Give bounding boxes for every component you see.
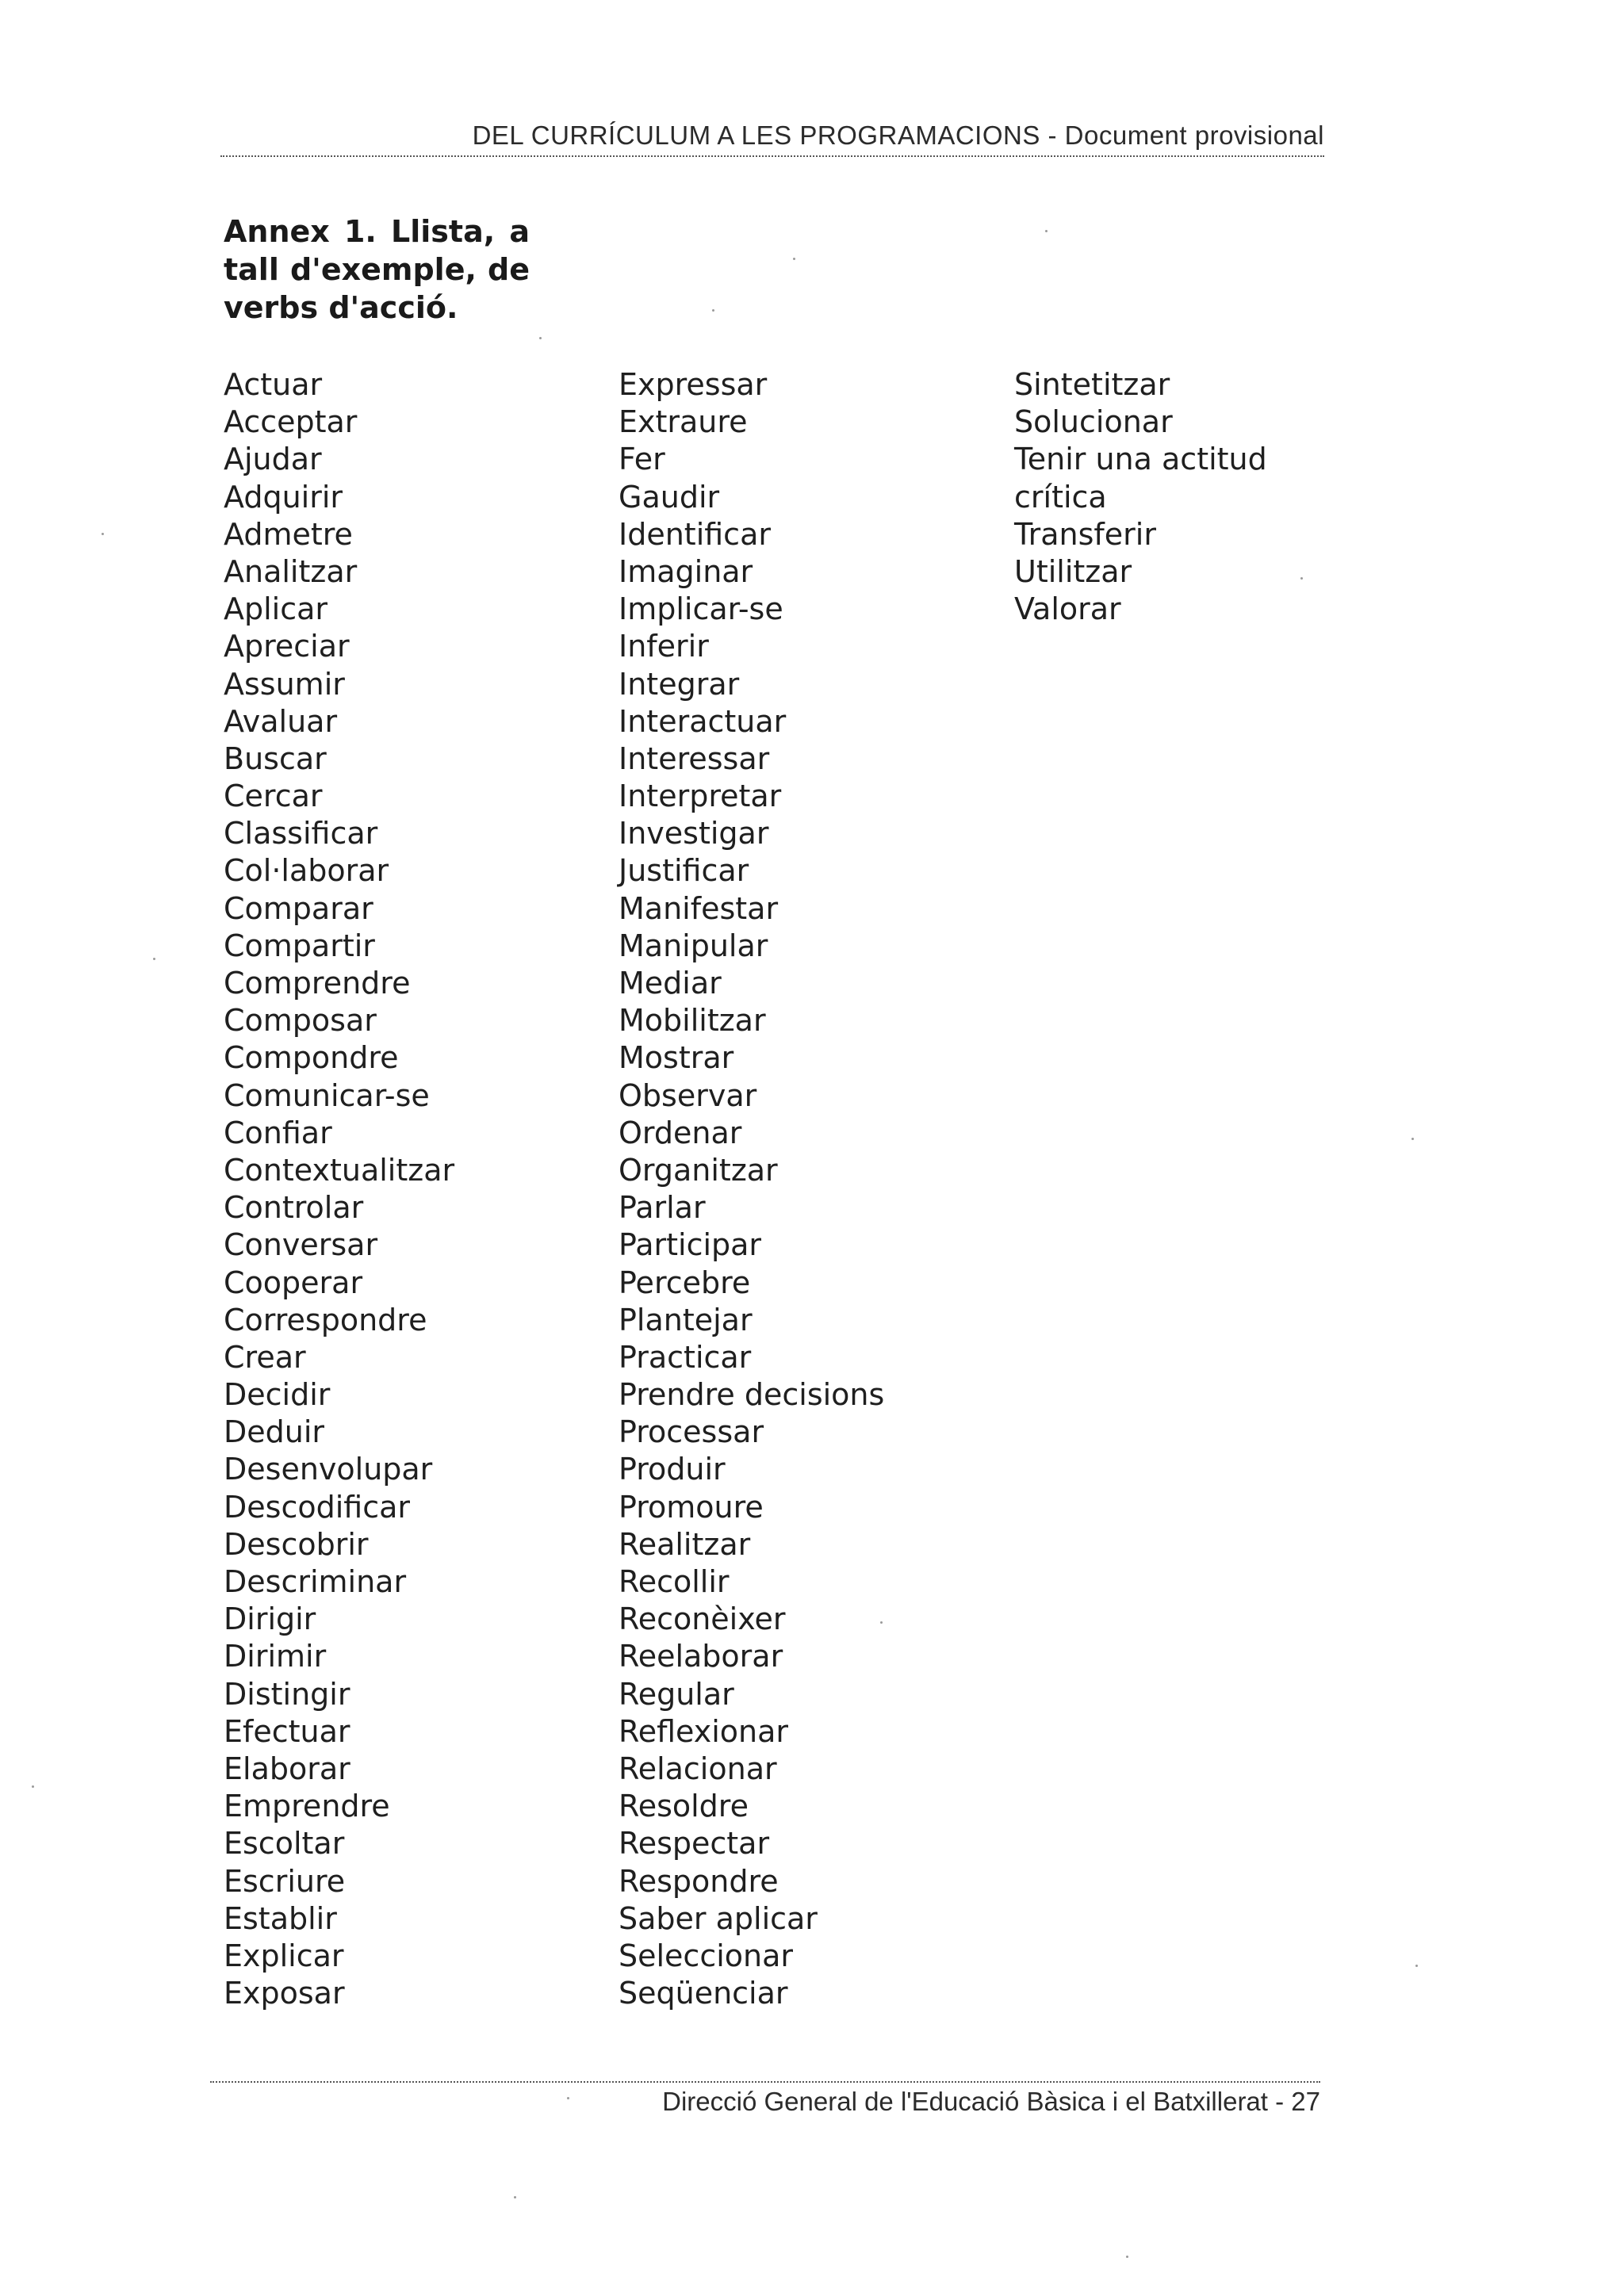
verb-item: Percebre xyxy=(619,1265,751,1300)
verb-item: Promoure xyxy=(619,1489,764,1525)
scan-speck xyxy=(1300,577,1303,580)
annex-title-line-3: verbs d'acció. xyxy=(224,290,458,325)
verb-item: Manipular xyxy=(619,928,768,963)
verb-item: Investigar xyxy=(619,816,769,851)
scan-speck xyxy=(1411,1138,1414,1140)
verb-item: Observar xyxy=(619,1077,757,1113)
verb-item: Cooperar xyxy=(224,1265,363,1300)
scan-speck xyxy=(793,258,795,260)
verb-item: Seqüenciar xyxy=(619,1976,788,2011)
verb-item: Regular xyxy=(619,1676,734,1712)
verb-item: Participar xyxy=(619,1227,762,1263)
verb-item: Reflexionar xyxy=(619,1713,789,1749)
verb-item: Desenvolupar xyxy=(224,1452,433,1487)
verb-item: Compondre xyxy=(224,1040,399,1076)
verb-item: Plantejar xyxy=(619,1302,753,1337)
verb-item: Actuar xyxy=(224,367,323,402)
verb-item: Inferir xyxy=(619,629,709,664)
verb-item: Expressar xyxy=(619,367,768,402)
verb-item: Identificar xyxy=(619,516,771,552)
verb-item: Compartir xyxy=(224,928,375,963)
verb-item: Distingir xyxy=(224,1676,350,1712)
verb-item: Gaudir xyxy=(619,479,720,515)
verb-item: Transferir xyxy=(1014,516,1156,552)
verb-item: Admetre xyxy=(224,516,353,552)
annex-title-line-1: Annex 1. Llista, a xyxy=(224,214,530,249)
scan-speck xyxy=(539,337,542,339)
verb-item: Cercar xyxy=(224,779,323,814)
verb-column-1 xyxy=(224,366,454,2012)
verb-item: Fer xyxy=(619,442,665,477)
verb-item: Descobrir xyxy=(224,1526,369,1562)
scan-speck xyxy=(514,2196,516,2198)
verb-item: Analitzar xyxy=(224,553,358,589)
scan-speck xyxy=(153,958,155,960)
verb-item: Integrar xyxy=(619,666,740,702)
verb-item: Practicar xyxy=(619,1339,752,1375)
verb-item: Parlar xyxy=(619,1190,706,1226)
verb-item: Conversar xyxy=(224,1227,378,1263)
verb-item: Interessar xyxy=(619,740,770,776)
verb-item: Processar xyxy=(619,1414,764,1450)
verb-item: Descodificar xyxy=(224,1489,410,1525)
verb-item: Efectuar xyxy=(224,1713,350,1749)
verb-item: Adquirir xyxy=(224,479,343,515)
verb-item: Seleccionar xyxy=(619,1938,794,1973)
verb-item: Aplicar xyxy=(224,591,328,627)
verb-item: Tenir una actitud xyxy=(1014,442,1267,477)
scan-speck xyxy=(1126,2256,1128,2258)
verb-item: Interactuar xyxy=(619,703,787,739)
verb-item: Produir xyxy=(619,1452,726,1487)
verb-item: Imaginar xyxy=(619,553,753,589)
verb-item: Assumir xyxy=(224,666,345,702)
verb-item: Acceptar xyxy=(224,404,358,440)
verb-item: Ajudar xyxy=(224,442,322,477)
verb-item: Explicar xyxy=(224,1938,344,1973)
verb-item: Descriminar xyxy=(224,1564,407,1599)
verb-item: Composar xyxy=(224,1003,377,1039)
verb-item: Apreciar xyxy=(224,629,350,664)
verb-item: Reelaborar xyxy=(619,1639,783,1674)
verb-item: Emprendre xyxy=(224,1789,390,1824)
scan-speck xyxy=(712,309,714,312)
verb-item: Relacionar xyxy=(619,1751,777,1786)
verb-item: Comprendre xyxy=(224,966,411,1001)
scan-speck xyxy=(1415,1965,1418,1967)
verb-item: crítica xyxy=(1014,479,1107,515)
verb-item: Mostrar xyxy=(619,1040,734,1076)
verb-item: Comparar xyxy=(224,890,373,926)
verb-item: Recollir xyxy=(619,1564,730,1599)
verb-item: Contextualitzar xyxy=(224,1152,455,1188)
scan-speck xyxy=(567,2097,569,2099)
scan-speck xyxy=(32,1785,34,1788)
verb-item: Valorar xyxy=(1014,591,1121,627)
verb-item: Confiar xyxy=(224,1115,332,1150)
verb-item: Organitzar xyxy=(619,1152,778,1188)
verb-item: Manifestar xyxy=(619,890,779,926)
running-footer: Direcció General de l'Educació Bàsica i el Batxillerat - 27 xyxy=(662,2087,1320,2116)
verb-item: Deduir xyxy=(224,1414,325,1450)
verb-item: Mobilitzar xyxy=(619,1003,766,1039)
verb-item: Realitzar xyxy=(619,1526,751,1562)
verb-item: Comunicar-se xyxy=(224,1077,430,1113)
verb-item: Exposar xyxy=(224,1976,345,2011)
verb-item: Implicar-se xyxy=(619,591,783,627)
verb-item: Escoltar xyxy=(224,1826,345,1862)
verb-item: Establir xyxy=(224,1900,337,1936)
footer-rule xyxy=(210,2081,1320,2083)
verb-item: Prendre decisions xyxy=(619,1377,885,1413)
scan-speck xyxy=(880,1621,883,1624)
verb-item: Dirimir xyxy=(224,1639,327,1674)
header-rule xyxy=(220,155,1324,157)
verb-item: Escriure xyxy=(224,1863,346,1899)
annex-title xyxy=(224,212,530,327)
verb-item: Interpretar xyxy=(619,779,782,814)
scan-speck xyxy=(102,533,104,535)
verb-item: Resoldre xyxy=(619,1789,749,1824)
verb-column-2 xyxy=(619,366,884,2012)
running-header: DEL CURRÍCULUM A LES PROGRAMACIONS - Document provisional xyxy=(472,121,1324,150)
verb-item: Decidir xyxy=(224,1377,331,1413)
verb-item: Extraure xyxy=(619,404,748,440)
verb-item: Controlar xyxy=(224,1190,364,1226)
verb-item: Respectar xyxy=(619,1826,770,1862)
verb-item: Elaborar xyxy=(224,1751,350,1786)
verb-item: Saber aplicar xyxy=(619,1900,818,1936)
verb-item: Respondre xyxy=(619,1863,779,1899)
verb-item: Correspondre xyxy=(224,1302,427,1337)
verb-item: Avaluar xyxy=(224,703,338,739)
verb-item: Sintetitzar xyxy=(1014,367,1170,402)
verb-item: Col·laborar xyxy=(224,853,389,889)
scan-speck xyxy=(1045,230,1048,232)
verb-item: Crear xyxy=(224,1339,306,1375)
verb-item: Justificar xyxy=(619,853,749,889)
verb-item: Solucionar xyxy=(1014,404,1173,440)
verb-item: Ordenar xyxy=(619,1115,742,1150)
verb-column-3 xyxy=(1014,366,1267,628)
annex-title-line-2: tall d'exemple, de xyxy=(224,252,530,287)
verb-item: Reconèixer xyxy=(619,1601,786,1637)
verb-item: Dirigir xyxy=(224,1601,316,1637)
verb-item: Mediar xyxy=(619,966,722,1001)
verb-item: Buscar xyxy=(224,740,327,776)
verb-item: Utilitzar xyxy=(1014,553,1132,589)
verb-item: Classificar xyxy=(224,816,378,851)
